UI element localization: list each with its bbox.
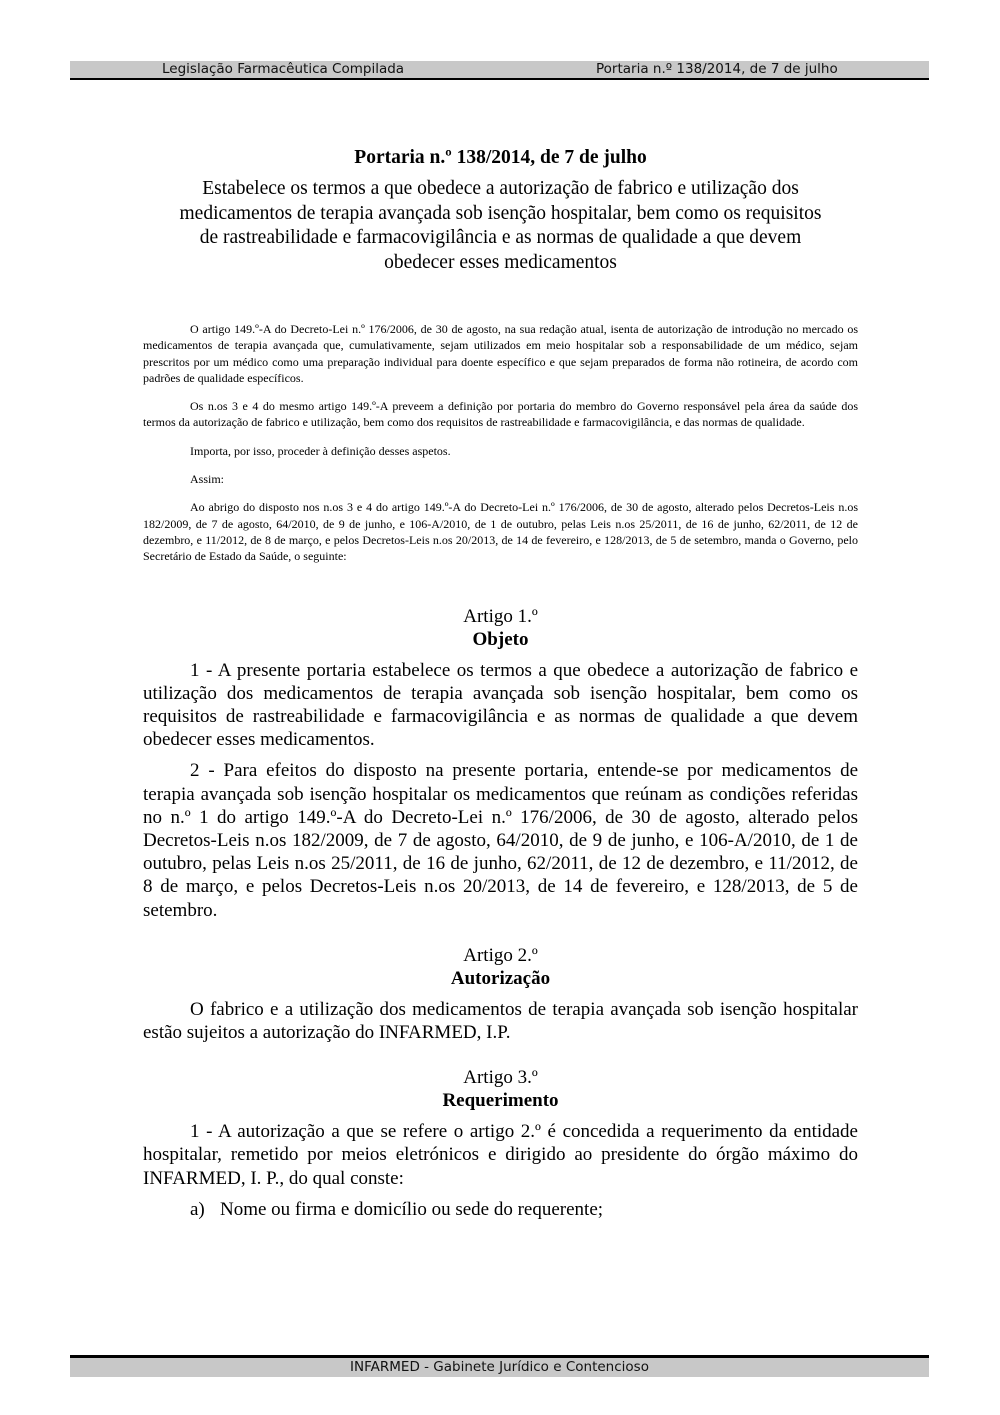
list-marker: a): [190, 1198, 205, 1220]
preamble-paragraph: O artigo 149.º-A do Decreto-Lei n.º 176/2006, de 30 de agosto, na sua redação atual, isenta de autorização de introdução no mercado os medicamentos de terapia avançada que, cumulativamente, sejam utilizados em meio hospitalar sob a responsabilidade de um médico, sejam prescritos por um médico como uma preparação individual para doente específico e que sejam preparados de forma não rotineira, de acordo com padrões de qualidade específicos.: [143, 322, 858, 385]
article-3: [143, 1066, 858, 1221]
article-paragraph: O fabrico e a utilização dos medicamentos de terapia avançada sob isenção hospitalar estão sujeitos a autorização do INFARMED, I.P.: [143, 998, 858, 1043]
article-number: Artigo 2.º: [463, 944, 538, 966]
article-title: Objeto: [472, 628, 529, 650]
preamble-paragraph: Importa, por isso, proceder à definição desses aspetos.: [190, 443, 451, 458]
page-header: [70, 61, 929, 80]
article-paragraph: 1 - A presente portaria estabelece os termos a que obedece a autorização de fabrico e utilização dos medicamentos de terapia avançada sob isenção hospitalar, bem como os requisitos de rastreabilidade e farmacovigilância e as normas de qualidade a que devem obedecer esses medicamentos.: [143, 659, 858, 751]
preamble-paragraph: Os n.os 3 e 4 do mesmo artigo 149.º-A preveem a definição por portaria do membro do Governo responsável pela área da saúde dos termos da autorização de fabrico e utilização, bem como dos requisitos de rastreabilidade e farmacovigilância, e das normas de qualidade.: [143, 399, 858, 430]
article-number: Artigo 3.º: [463, 1067, 538, 1089]
footer-text: INFARMED - Gabinete Jurídico e Contencioso: [350, 1359, 649, 1375]
preamble-paragraph: Assim:: [190, 472, 225, 487]
list-item-text: Nome ou firma e domicílio ou sede do requerente;: [220, 1198, 604, 1220]
article-number: Artigo 1.º: [463, 605, 538, 627]
preamble-paragraph: Ao abrigo do disposto nos n.os 3 e 4 do artigo 149.º-A do Decreto-Lei n.º 176/2006, de 30 de agosto, alterado pelos Decretos-Leis n.os 182/2009, de 7 de agosto, 64/2010, de 9 de junho, e 106-A/2010, de 1 de outubro, pelas Leis n.os 25/2011, de 16 de junho, 62/2011, de 12 de dezembro, e 11/2012, de 8 de março, e pelos Decretos-Leis n.os 20/2013, de 14 de fevereiro, e 128/2013, de 5 de setembro, manda o Governo, pelo Secretário de Estado da Saúde, o seguinte:: [143, 500, 858, 564]
list-item: [143, 1198, 858, 1221]
article-title: Requerimento: [442, 1090, 559, 1112]
article-paragraph: 1 - A autorização a que se refere o artigo 2.º é concedida a requerimento da entidade hospitalar, remetido por meios eletrónicos e dirigido ao presidente do órgão máximo do INFARMED, I. P., do qual conste:: [143, 1121, 858, 1189]
article-title: Autorização: [450, 967, 551, 989]
preamble: [143, 321, 858, 565]
article-2: [143, 944, 858, 1044]
article-paragraph: 2 - Para efeitos do disposto na presente portaria, entende-se por medicamentos de terapia avançada sob isenção hospitalar os medicamentos que reúnam as condições referidas no n.º 1 do artigo 149.º-A do Decreto-Lei n.º 176/2006, de 30 de agosto, alterado pelos Decretos-Leis n.os 182/2009, de 7 de agosto, 64/2010, de 9 de junho, e 106-A/2010, de 1 de outubro, pelas Leis n.os 25/2011, de 16 de junho, 62/2011, de 12 de dezembro, e 11/2012, de 8 de março, e pelos Decretos-Leis n.os 20/2013, de 14 de fevereiro, e 128/2013, de 5 de setembro.: [143, 760, 858, 921]
header-left-text: Legislação Farmacêutica Compilada: [162, 61, 405, 77]
document-title: Portaria n.º 138/2014, de 7 de julho: [354, 147, 647, 168]
page-footer: [70, 1355, 929, 1377]
articles: [143, 605, 858, 1221]
header-right-text: Portaria n.º 138/2014, de 7 de julho: [596, 61, 838, 77]
document-body: [143, 145, 858, 1221]
article-1: [143, 605, 858, 922]
document-subtitle: Estabelece os termos a que obedece a autorização de fabrico e utilização dos medicamentos de terapia avançada sob isenção hospitalar, bem como os requisitos de rastreabilidade e farmacovigilância e as normas de qualidade a que devem obedecer esses medicamentos: [179, 178, 822, 273]
